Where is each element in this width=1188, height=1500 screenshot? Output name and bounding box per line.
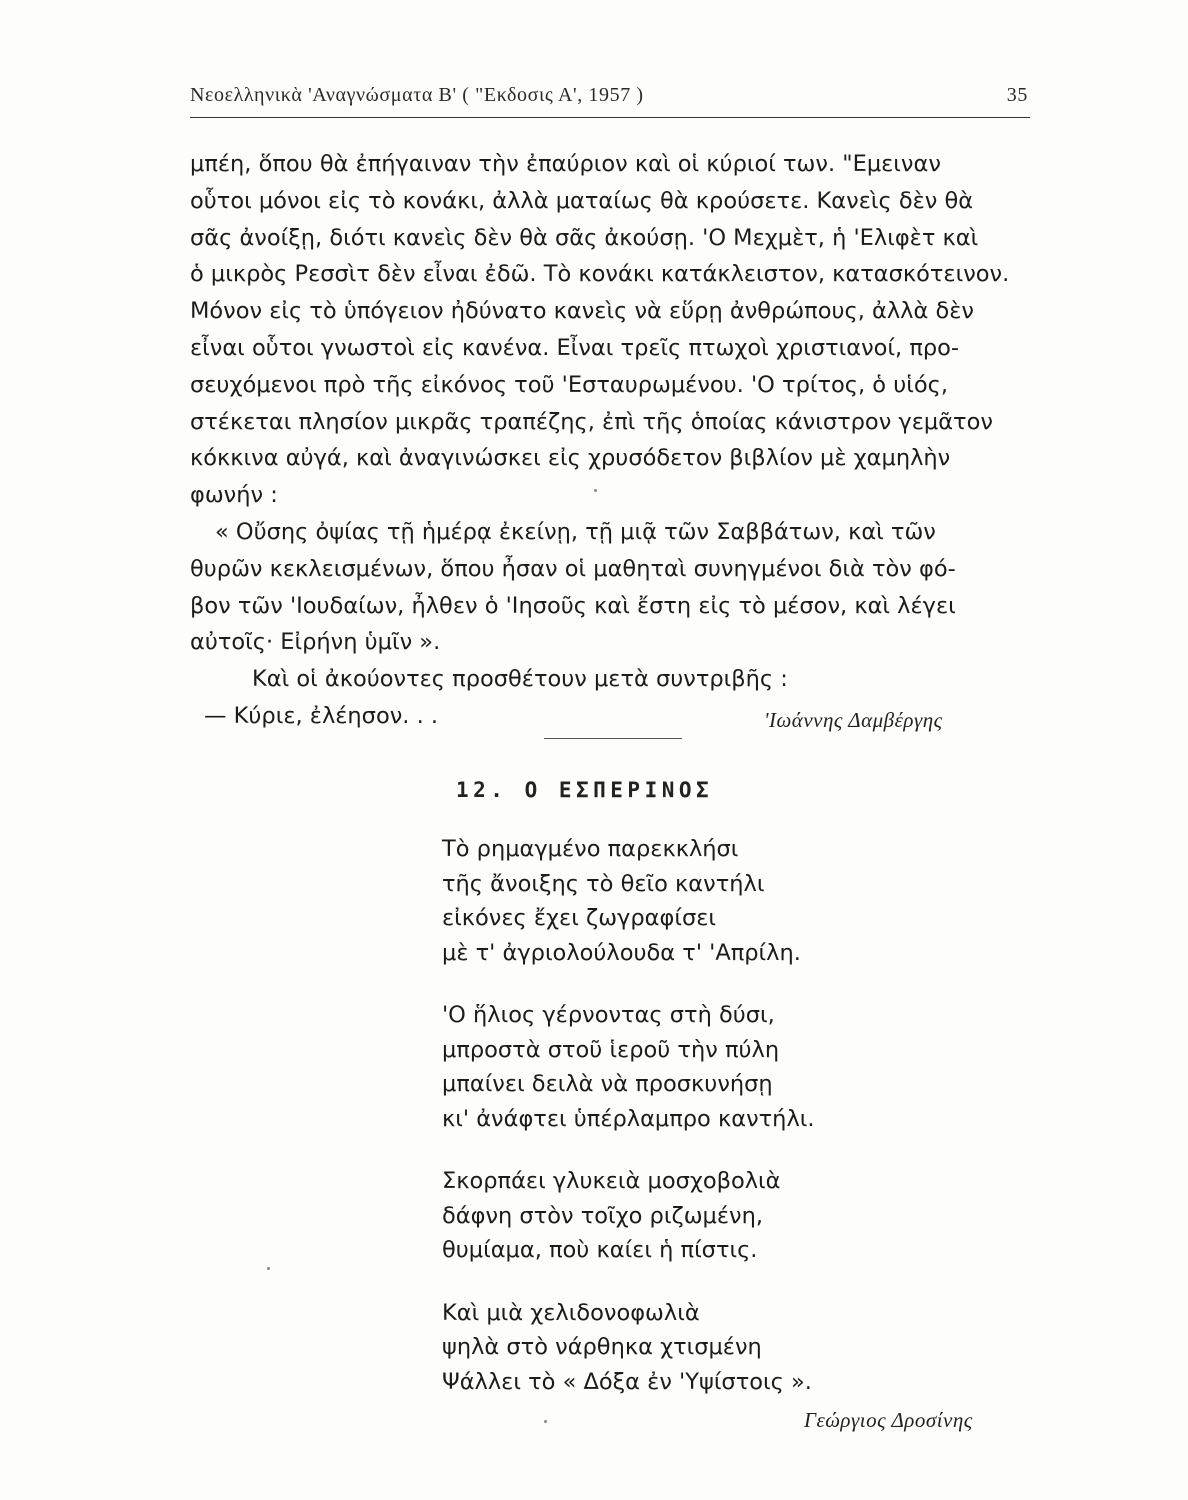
page-number: 35 [1006, 84, 1028, 106]
poem-line: μπαίνει δειλὰ νὰ προσκυνήσῃ [442, 1071, 773, 1097]
prose-line: Μόνον εἰς τὸ ὑπόγειον ἠδύνατο κανεὶς νὰ εὕρῃ ἀνθρώπους, ἀλλὰ δὲν [190, 298, 974, 325]
prose-line-quote-start: « Οὔσης ὀψίας τῇ ἡμέρᾳ ἐκείνῃ, τῇ μιᾷ τῶν Σαββάτων, καὶ τῶν [215, 518, 936, 545]
poem-line: μὲ τ' ἀγριολούλουδα τ' 'Απρίλη. [442, 939, 801, 966]
poem-line: ψηλὰ στὸ νάρθηκα χτισμένη [442, 1334, 762, 1360]
poem [442, 832, 1002, 1427]
section-divider [544, 738, 682, 739]
prose-line: ὁ μικρὸς Ρεσσὶτ δὲν εἶναι ἐδῶ. Τὸ κονάκι κατάκλειστον, κατασκότεινον. [190, 261, 1010, 288]
poem-line: Ψάλλει τὸ « Δόξα ἐν 'Υψίστοις ». [442, 1368, 812, 1395]
prose-line: θυρῶν κεκλεισμένων, ὅπου ἦσαν οἱ μαθηταὶ συνηγμένοι διὰ τὸν φό- [190, 555, 956, 582]
author-signature-drosinis: Γεώργιος Δροσίνης [804, 1408, 973, 1432]
poem-stanza [442, 1296, 1002, 1400]
header-rule [190, 117, 1030, 118]
prose-line: κόκκινα αὐγά, καὶ ἀναγινώσκει εἰς χρυσόδετον βιβλίον μὲ χαμηλὴν [190, 445, 951, 472]
poem-line: μπροστὰ στοῦ ἱεροῦ τὴν πύλη [442, 1036, 780, 1063]
poem-line: θυμίαμα, ποὺ καίει ἡ πίστις. [442, 1237, 758, 1263]
paper-speck [544, 1420, 547, 1423]
poem-line: τῆς ἄνοιξης τὸ θεῖο καντήλι [442, 870, 765, 897]
prose-line: μπέη, ὅπου θὰ ἐπήγαιναν τὴν ἐπαύριον καὶ οἱ κύριοί των. "Εμειναν [190, 151, 941, 177]
prose-line: βον τῶν 'Ιουδαίων, ἦλθεν ὁ 'Ιησοῦς καὶ ἔστη εἰς τὸ μέσον, καὶ λέγει [190, 592, 956, 619]
poem-stanza [442, 998, 1002, 1136]
chapter-title: 12. Ο ΕΣΠΕΡΙΝΟΣ [456, 778, 714, 802]
poem-line: δάφνη στὸν τοῖχο ριζωμένη, [442, 1202, 763, 1229]
prose-line-dialogue: — Κύριε, ἐλέησον. . . [204, 702, 439, 729]
poem-stanza [442, 832, 1002, 970]
paper-speck [267, 1267, 270, 1270]
poem-line: Σκορπάει γλυκειὰ μοσχοβολιὰ [442, 1168, 781, 1194]
poem-line: Τὸ ρημαγμένο παρεκκλήσι [442, 836, 739, 862]
poem-line: 'Ο ἥλιος γέρνοντας στὴ δύσι, [442, 1002, 775, 1028]
prose-line: αὐτοῖς· Εἰρήνη ὑμῖν ». [190, 629, 441, 656]
prose-line: σευχόμενοι πρὸ τῆς εἰκόνος τοῦ 'Εσταυρωμένου. 'Ο τρίτος, ὁ υἱός, [190, 371, 948, 398]
prose-line: σᾶς ἀνοίξῃ, διότι κανεὶς δὲν θὰ σᾶς ἀκούσῃ. 'Ο Μεχμὲτ, ἡ 'Ελιφὲτ καὶ [190, 224, 979, 251]
poem-line: κι' ἀνάφτει ὑπέρλαμπρο καντήλι. [442, 1105, 815, 1132]
poem-stanza [442, 1164, 1002, 1268]
page-header [190, 84, 1028, 114]
prose-line: στέκεται πλησίον μικρᾶς τραπέζης, ἐπὶ τῆς ὁποίας κάνιστρον γεμᾶτον [190, 408, 993, 435]
prose-line: οὗτοι μόνοι εἰς τὸ κονάκι, ἀλλὰ ματαίως θὰ κρούσετε. Κανεὶς δὲν θὰ [190, 187, 974, 214]
poem-line: εἰκόνες ἔχει ζωγραφίσει [442, 905, 716, 931]
prose-line-indented: Καὶ οἱ ἀκούοντες προσθέτουν μετὰ συντριβῆς : [252, 666, 788, 693]
prose-line: φωνήν : [190, 482, 278, 509]
prose-passage [190, 146, 1040, 735]
poem-line: Καὶ μιὰ χελιδονοφωλιὰ [442, 1299, 700, 1326]
author-signature-damvergis: 'Ιωάννης Δαμβέργης [764, 708, 943, 732]
running-title: Νεοελληνικὰ 'Αναγνώσματα Β' ( "Εκδοσις Α', 1957 ) [190, 84, 644, 106]
prose-line: εἶναι οὗτοι γνωστοὶ εἰς κανένα. Εἶναι τρεῖς πτωχοὶ χριστιανοί, προ- [190, 334, 960, 361]
paper-speck [594, 489, 597, 492]
